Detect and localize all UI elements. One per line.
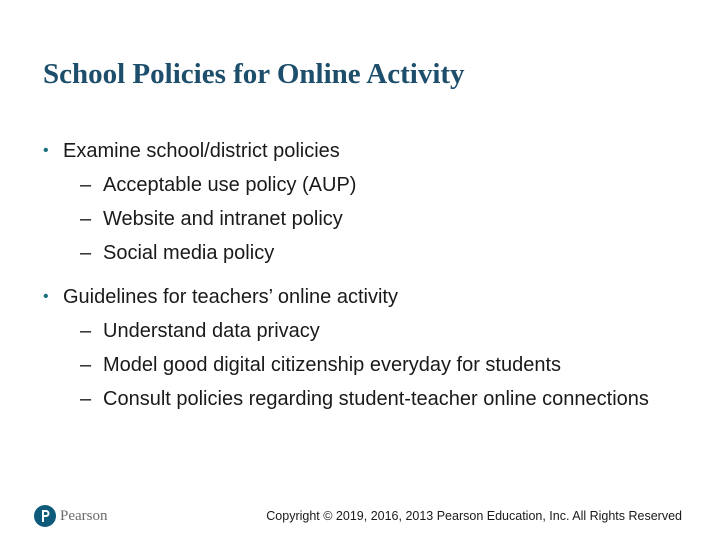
pearson-p-icon <box>34 505 56 527</box>
sub-bullet-text: Acceptable use policy (AUP) <box>103 174 357 196</box>
sub-bullet-text: Website and intranet policy <box>103 208 343 230</box>
copyright-notice: Copyright © 2019, 2016, 2013 Pearson Education, Inc. All Rights Reserved <box>266 509 682 523</box>
dash-marker: – <box>80 242 92 264</box>
sub-bullet-text: Understand data privacy <box>103 320 320 342</box>
bullet-text: Guidelines for teachers’ online activity <box>63 286 398 308</box>
sub-bullet-item <box>0 348 720 382</box>
bullet-marker: • <box>43 142 49 159</box>
dash-marker: – <box>80 354 92 376</box>
bullet-item <box>0 134 720 168</box>
sub-bullet-text: Consult policies regarding student-teacher online connections <box>103 388 649 410</box>
dash-marker: – <box>80 208 92 230</box>
bullet-marker: • <box>43 288 49 305</box>
dash-marker: – <box>80 388 92 410</box>
sub-bullet-item <box>0 314 720 348</box>
pearson-wordmark: Pearson <box>60 507 108 524</box>
sub-bullet-item <box>0 382 663 413</box>
slide-title: School Policies for Online Activity <box>43 58 465 90</box>
sub-bullet-item <box>0 236 720 270</box>
pearson-p-glyph <box>38 508 52 524</box>
dash-marker: – <box>80 320 92 342</box>
bullet-group <box>0 280 720 413</box>
sub-bullet-item <box>0 202 720 236</box>
bullet-list <box>0 134 720 423</box>
sub-bullet-text: Model good digital citizenship everyday for students <box>103 354 562 376</box>
bullet-group <box>0 134 720 270</box>
dash-marker: – <box>80 174 92 196</box>
bullet-item <box>0 280 720 314</box>
pearson-logo <box>34 505 108 527</box>
sub-bullet-text: Social media policy <box>103 242 275 264</box>
sub-bullet-item <box>0 168 720 202</box>
bullet-text: Examine school/district policies <box>63 140 340 162</box>
